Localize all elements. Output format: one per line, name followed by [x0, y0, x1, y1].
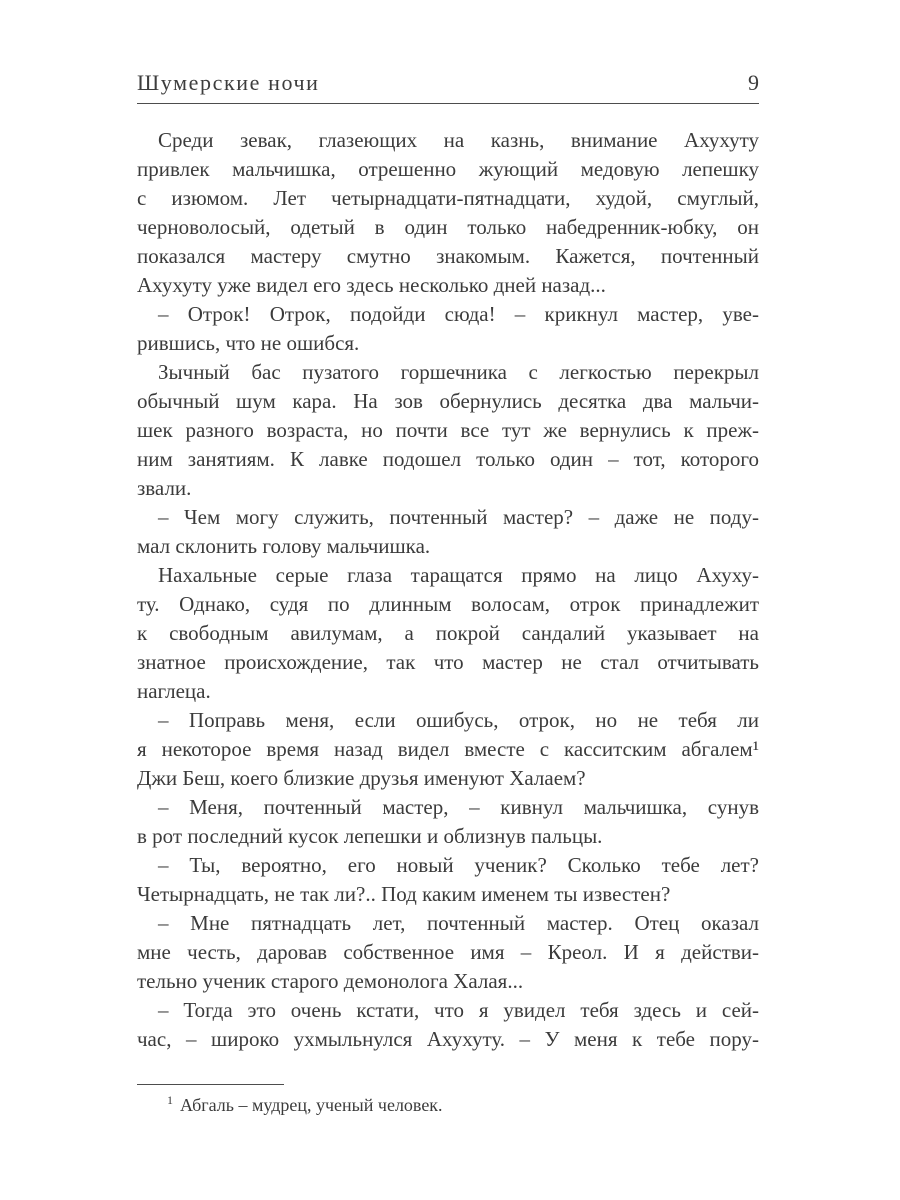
text-line: звали.: [137, 476, 192, 500]
text-line: обычный шум кара. На зов обернулись десятка два мальчи-: [137, 389, 759, 413]
text-line: рившись, что не ошибся.: [137, 331, 360, 355]
text-line: в рот последний кусок лепешки и облизнув пальцы.: [137, 824, 603, 848]
text-line: Джи Беш, коего близкие друзья именуют Халаем?: [137, 766, 586, 790]
text-line: Среди зевак, глазеющих на казнь, внимание Ахухуту: [158, 128, 759, 152]
footnote-area: [137, 1084, 759, 1117]
text-line: привлек мальчишка, отрешенно жующий медовую лепешку: [137, 157, 759, 181]
text-line: – Тогда это очень кстати, что я увидел тебя здесь и сей-: [158, 998, 759, 1022]
text-line: Нахальные серые глаза таращатся прямо на лицо Ахуху-: [158, 563, 759, 587]
text-block: [137, 0, 759, 1117]
footnote-text: Абгаль – мудрец, ученый человек.: [180, 1095, 443, 1115]
text-line: показался мастеру смутно знакомым. Кажется, почтенный: [137, 244, 759, 268]
text-line: час, – широко ухмыльнулся Ахухуту. – У меня к тебе пору-: [137, 1027, 759, 1051]
header-rule: [137, 103, 759, 104]
text-line: – Поправь меня, если ошибусь, отрок, но не тебя ли: [158, 708, 759, 732]
text-line: мал склонить голову мальчишка.: [137, 534, 431, 558]
text-line: – Чем могу служить, почтенный мастер? – даже не поду-: [158, 505, 759, 529]
footnote-rule: [137, 1084, 284, 1085]
text-line: наглеца.: [137, 679, 211, 703]
text-line: Зычный бас пузатого горшечника с легкостью перекрыл: [158, 360, 759, 384]
footnote-marker: 1: [167, 1093, 173, 1107]
text-line: к свободным авилумам, а покрой сандалий указывает на: [137, 621, 759, 645]
running-header: [137, 70, 759, 96]
text-line: – Отрок! Отрок, подойди сюда! – крикнул мастер, уве-: [158, 302, 759, 326]
text-line: тельно ученик старого демонолога Халая...: [137, 969, 524, 993]
text-line: ту. Однако, судя по длинным волосам, отрок принадлежит: [137, 592, 759, 616]
text-line: – Ты, вероятно, его новый ученик? Сколько тебе лет?: [158, 853, 759, 877]
text-line: знатное происхождение, так что мастер не стал отчитывать: [137, 650, 759, 674]
text-line: ним занятиям. К лавке подошел только один – тот, которого: [137, 447, 759, 471]
body-text: [137, 128, 759, 1056]
page-number: 9: [748, 70, 759, 95]
running-title: Шумерские ночи: [137, 70, 320, 95]
text-line: мне честь, даровав собственное имя – Креол. И я действи-: [137, 940, 759, 964]
text-line: – Меня, почтенный мастер, – кивнул мальчишка, сунув: [158, 795, 759, 819]
text-line: шек разного возраста, но почти все тут же вернулись к преж-: [137, 418, 759, 442]
text-line: – Мне пятнадцать лет, почтенный мастер. Отец оказал: [158, 911, 759, 935]
text-line: я некоторое время назад видел вместе с касситским абгалем¹: [137, 737, 759, 761]
text-line: Четырнадцать, не так ли?.. Под каким именем ты известен?: [137, 882, 671, 906]
footnote: [137, 1093, 759, 1117]
text-line: черноволосый, одетый в один только набедренник-юбку, он: [137, 215, 759, 239]
text-line: с изюмом. Лет четырнадцати-пятнадцати, худой, смуглый,: [137, 186, 759, 210]
text-line: Ахухуту уже видел его здесь несколько дней назад...: [137, 273, 606, 297]
